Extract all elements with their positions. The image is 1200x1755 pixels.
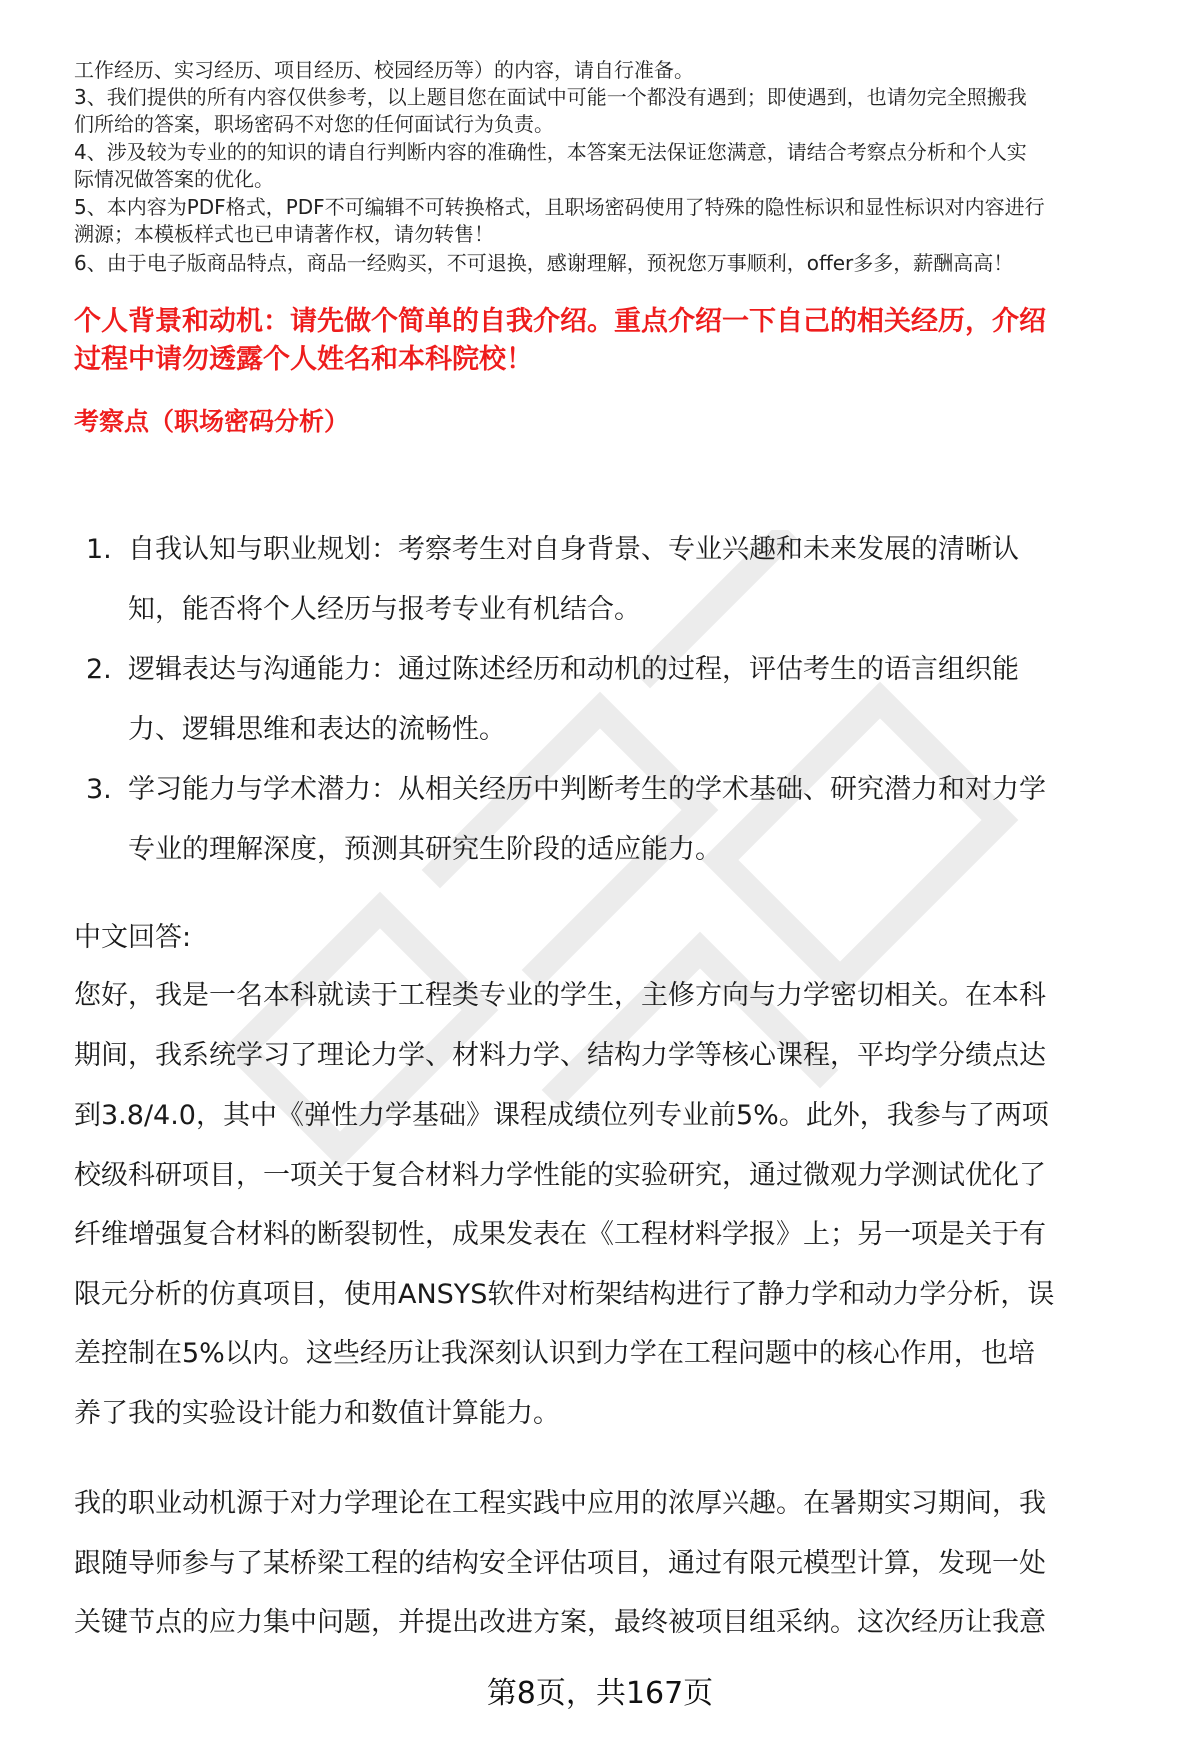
notice-line-5: 际情况做答案的优化。: [74, 167, 274, 191]
answer-paragraph-1-line: 您好，我是一名本科就读于工程类专业的学生，主修方向与力学密切相关。在本科: [74, 980, 1046, 1011]
answer-label: 中文回答:: [74, 922, 192, 953]
answer-paragraph-1-line: 差控制在5%以内。这些经历让我深刻认识到力学在工程问题中的核心作用，也培: [74, 1338, 1035, 1369]
notice-line-8: 6、由于电子版商品特点，商品一经购买，不可退换，感谢理解，预祝您万事顺利，offer多多，薪酬高高！: [74, 251, 1014, 275]
notice-line-4: 4、涉及较为专业的的知识的请自行判断内容的准确性，本答案无法保证您满意，请结合考察点分析和个人实: [74, 140, 1027, 164]
list-item-number: 3.: [86, 774, 112, 805]
list-item-text-line-1: 自我认知与职业规划：考察考生对自身背景、专业兴趣和未来发展的清晰认: [128, 534, 1019, 565]
list-item-text-line-2: 力、逻辑思维和表达的流畅性。: [128, 714, 506, 745]
list-item-number: 1.: [86, 534, 112, 565]
answer-paragraph-1-line: 限元分析的仿真项目，使用ANSYS软件对桁架结构进行了静力学和动力学分析，误: [74, 1279, 1055, 1310]
question-title-line-1: 个人背景和动机：请先做个简单的自我介绍。重点介绍一下自己的相关经历，介绍: [74, 306, 1046, 337]
question-title-line-2: 过程中请勿透露个人姓名和本科院校！: [74, 344, 533, 375]
answer-paragraph-2-line: 我的职业动机源于对力学理论在工程实践中应用的浓厚兴趣。在暑期实习期间，我: [74, 1488, 1046, 1519]
notice-line-2: 3、我们提供的所有内容仅供参考，以上题目您在面试中可能一个都没有遇到；即使遇到，也请勿完全照搬我: [74, 85, 1027, 109]
answer-paragraph-2-line: 跟随导师参与了某桥梁工程的结构安全评估项目，通过有限元模型计算，发现一处: [74, 1548, 1046, 1579]
answer-paragraph-2-line: 关键节点的应力集中问题，并提出改进方案，最终被项目组采纳。这次经历让我意: [74, 1607, 1046, 1638]
list-item-text-line-2: 知，能否将个人经历与报考专业有机结合。: [128, 594, 641, 625]
answer-paragraph-1-line: 养了我的实验设计能力和数值计算能力。: [74, 1398, 560, 1429]
notice-line-6: 5、本内容为PDF格式，PDF不可编辑不可转换格式，且职场密码使用了特殊的隐性标识和显性标识对内容进行: [74, 195, 1045, 219]
list-item-text-line-1: 逻辑表达与沟通能力：通过陈述经历和动机的过程，评估考生的语言组织能: [128, 654, 1019, 685]
answer-paragraph-1-line: 到3.8/4.0，其中《弹性力学基础》课程成绩位列专业前5%。此外，我参与了两项: [74, 1100, 1049, 1131]
list-item-number: 2.: [86, 654, 112, 685]
list-item-text-line-1: 学习能力与学术潜力：从相关经历中判断考生的学术基础、研究潜力和对力学: [128, 774, 1046, 805]
list-item-text-line-2: 专业的理解深度，预测其研究生阶段的适应能力。: [128, 834, 722, 865]
answer-paragraph-1-line: 校级科研项目，一项关于复合材料力学性能的实验研究，通过微观力学测试优化了: [74, 1160, 1046, 1191]
notice-line-7: 溯源；本模板样式也已申请著作权，请勿转售！: [74, 222, 494, 246]
notice-line-3: 们所给的答案，职场密码不对您的任何面试行为负责。: [74, 112, 554, 136]
page-number-footer: 第8页，共167页: [486, 1676, 714, 1711]
answer-paragraph-1-line: 期间，我系统学习了理论力学、材料力学、结构力学等核心课程，平均学分绩点达: [74, 1040, 1046, 1071]
notice-line-1: 工作经历、实习经历、项目经历、校园经历等）的内容，请自行准备。: [74, 58, 694, 82]
analysis-title: 考察点（职场密码分析）: [74, 407, 350, 436]
answer-paragraph-1-line: 纤维增强复合材料的断裂韧性，成果发表在《工程材料学报》上；另一项是关于有: [74, 1219, 1046, 1250]
